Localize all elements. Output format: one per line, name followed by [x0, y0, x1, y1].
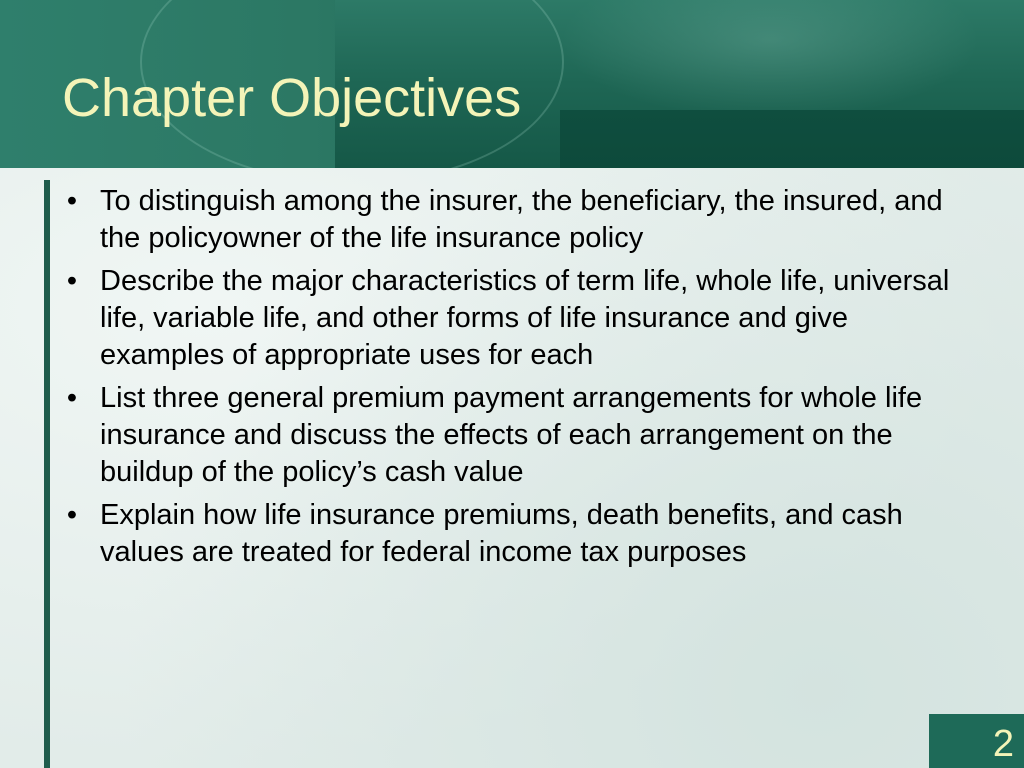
- list-item: [62, 380, 962, 491]
- banner-dark-band: [560, 110, 1024, 168]
- list-item: [62, 497, 962, 571]
- bullet-icon: •: [66, 185, 78, 217]
- page-number: 2: [992, 723, 1014, 765]
- title-banner: [0, 0, 1024, 168]
- banner-highlight: [560, 0, 980, 120]
- bullet-text: Describe the major characteristics of term life, whole life, universal life, variable life, and other forms of life insurance and give examples of appropriate uses for each: [100, 265, 950, 371]
- slide-title: Chapter Objectives: [62, 68, 522, 128]
- page-number-box: [929, 714, 1024, 768]
- list-item: [62, 183, 962, 257]
- bullet-text: List three general premium payment arrangements for whole life insurance and discuss the effects of each arrangement on the buildup of the policy’s cash value: [100, 382, 923, 488]
- bullet-icon: •: [66, 382, 78, 414]
- list-item: [62, 263, 962, 374]
- bullet-text: Explain how life insurance premiums, death benefits, and cash values are treated for federal income tax purposes: [100, 499, 903, 568]
- objectives-list: [62, 183, 962, 577]
- left-vertical-rule: [44, 180, 50, 768]
- bullet-icon: •: [66, 499, 78, 531]
- bullet-text: To distinguish among the insurer, the beneficiary, the insured, and the policyowner of the life insurance policy: [100, 185, 943, 254]
- bullet-icon: •: [66, 265, 78, 297]
